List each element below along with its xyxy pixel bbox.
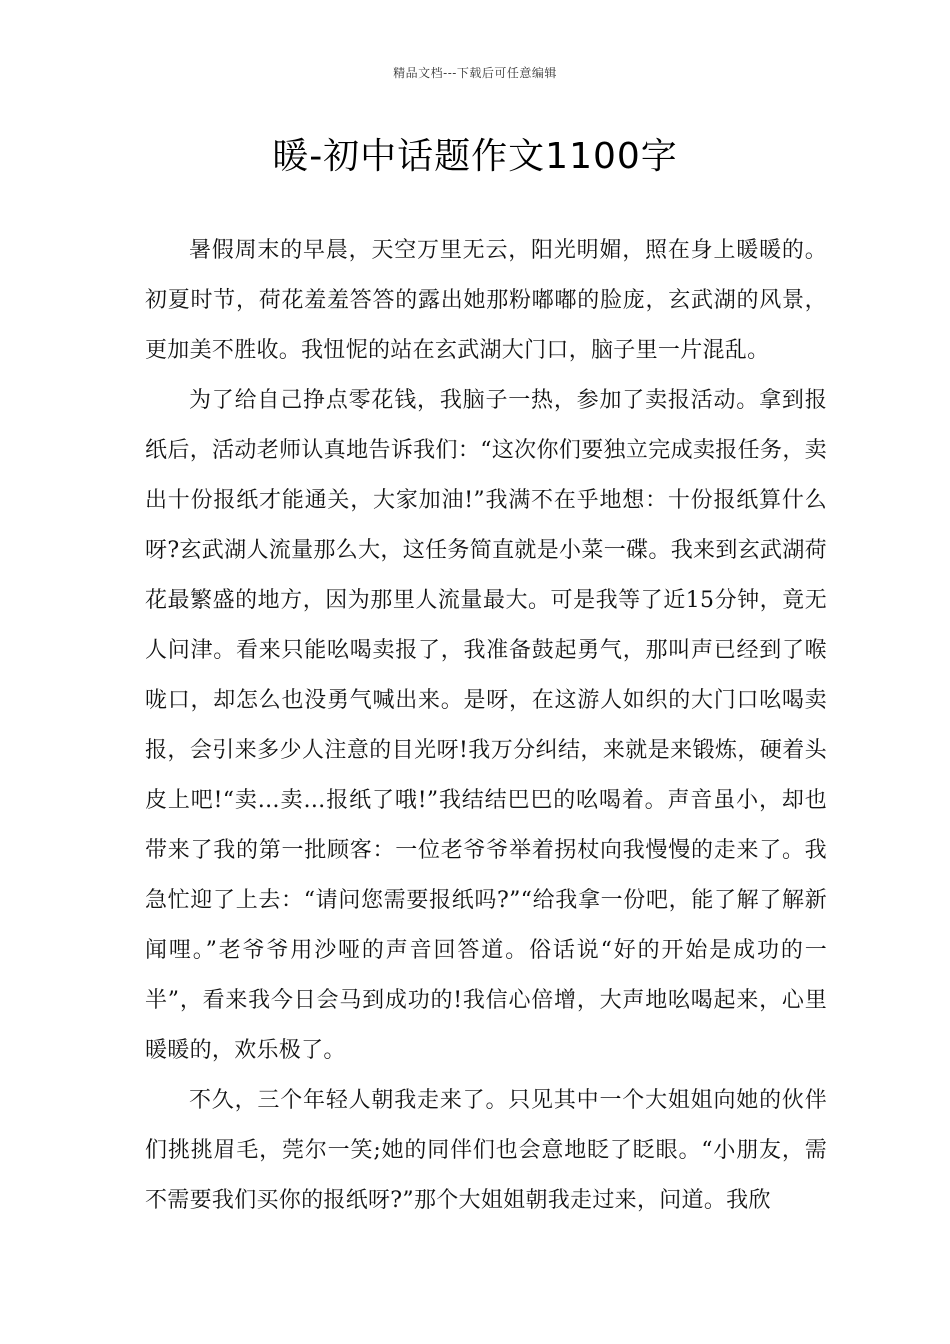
page-title: 暖-初中话题作文1100字 [272, 136, 678, 177]
paragraph-3: 不久，三个年轻人朝我走来了。只见其中一个大姐姐向她的伙伴们挑挑眉毛，莞尔一笑;她的同伴们也会意地眨了眨眼。“小朋友，需不需要我们买你的报纸呀?”那个大姐姐朝我走过来，问道。我欣 [145, 1088, 827, 1213]
paragraph-1: 暑假周末的早晨，天空万里无云，阳光明媚，照在身上暖暖的。初夏时节，荷花羞羞答答的露出她那粉嘟嘟的脸庞，玄武湖的风景，更加美不胜收。我忸怩的站在玄武湖大门口，脑子里一片混乱。 [145, 238, 827, 363]
paragraph-2: 为了给自己挣点零花钱，我脑子一热，参加了卖报活动。拿到报纸后，活动老师认真地告诉我们：“这次你们要独立完成卖报任务，卖出十份报纸才能通关，大家加油!”我满不在乎地想：十份报纸算什么呀?玄武湖人流量那么大，这任务简直就是小菜一碟。我来到玄武湖荷花最繁盛的地方，因为那里人流量最大。可是我等了近15分钟，竟无人问津。看来只能吆喝卖报了，我准备鼓起勇气，那叫声已经到了喉咙口，却怎么也没勇气喊出来。是呀，在这游人如织的大门口吆喝卖报，会引来多少人注意的目光呀!我万分纠结，来就是来锻炼，硬着头皮上吧!“卖…卖…报纸了哦!”我结结巴巴的吆喝着。声音虽小，却也带来了我的第一批顾客：一位老爷爷举着拐杖向我慢慢的走来了。我急忙迎了上去：“请问您需要报纸吗?”“给我拿一份吧，能了解了解新闻哩。”老爷爷用沙哑的声音回答道。俗话说“好的开始是成功的一半”，看来我今日会马到成功的!我信心倍增，大声地吆喝起来，心里暖暖的，欢乐极了。 [145, 388, 827, 1063]
header-note: 精品文档---下载后可任意编辑 [393, 66, 557, 80]
article-body [145, 226, 827, 1226]
